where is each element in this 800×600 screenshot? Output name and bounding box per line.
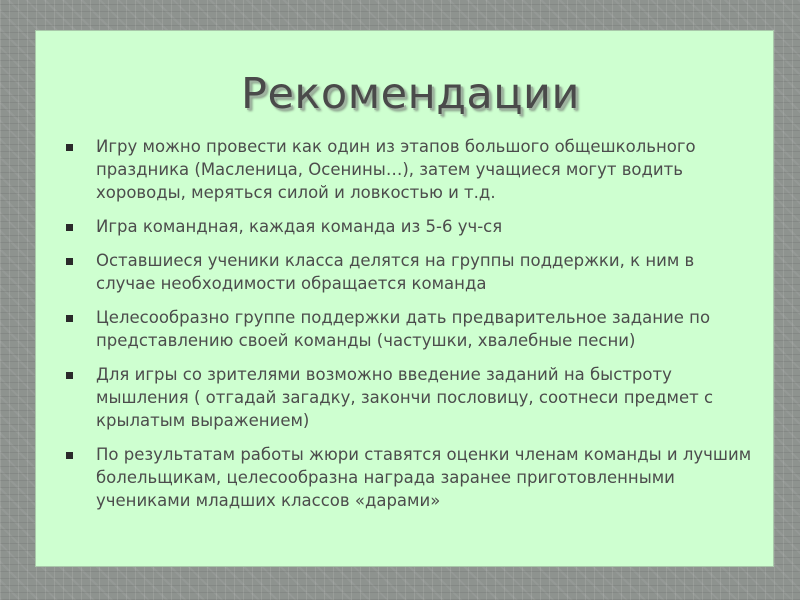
bullet-text: Оставшиеся ученики класса делятся на группы поддержки, к ним в случае необходимости обращается команда xyxy=(96,251,695,293)
bullet-text: Целесообразно группе поддержки дать предварительное задание по представлению своей команды (частушки, хвалебные песни) xyxy=(96,308,711,350)
list-item xyxy=(66,249,756,295)
square-bullet-icon xyxy=(66,372,73,379)
bullet-text: По результатам работы жюри ставятся оценки членам команды и лучшим болельщикам, целесообразна награда заранее приготовленными учениками младших классов «дарами» xyxy=(96,445,752,510)
bullet-list xyxy=(66,135,756,523)
list-item xyxy=(66,215,756,238)
slide-title: Рекомендации xyxy=(241,69,580,119)
square-bullet-icon xyxy=(66,144,73,151)
square-bullet-icon xyxy=(66,258,73,265)
list-item xyxy=(66,363,756,432)
bullet-text: Игру можно провести как один из этапов большого общешкольного праздника (Масленица, Осенины…), затем учащиеся могут водить хороводы, меряться силой и ловкостью и т.д. xyxy=(96,137,696,202)
bullet-text: Игра командная, каждая команда из 5-6 уч-ся xyxy=(96,217,503,236)
list-item xyxy=(66,306,756,352)
square-bullet-icon xyxy=(66,224,73,231)
square-bullet-icon xyxy=(66,315,73,322)
list-item xyxy=(66,443,756,512)
bullet-text: Для игры со зрителями возможно введение заданий на быстроту мышления ( отгадай загадку, закончи пословицу, соотнеси предмет с крылатым выражением) xyxy=(96,365,714,430)
square-bullet-icon xyxy=(66,452,73,459)
list-item xyxy=(66,135,756,204)
slide-content-panel xyxy=(35,30,774,567)
